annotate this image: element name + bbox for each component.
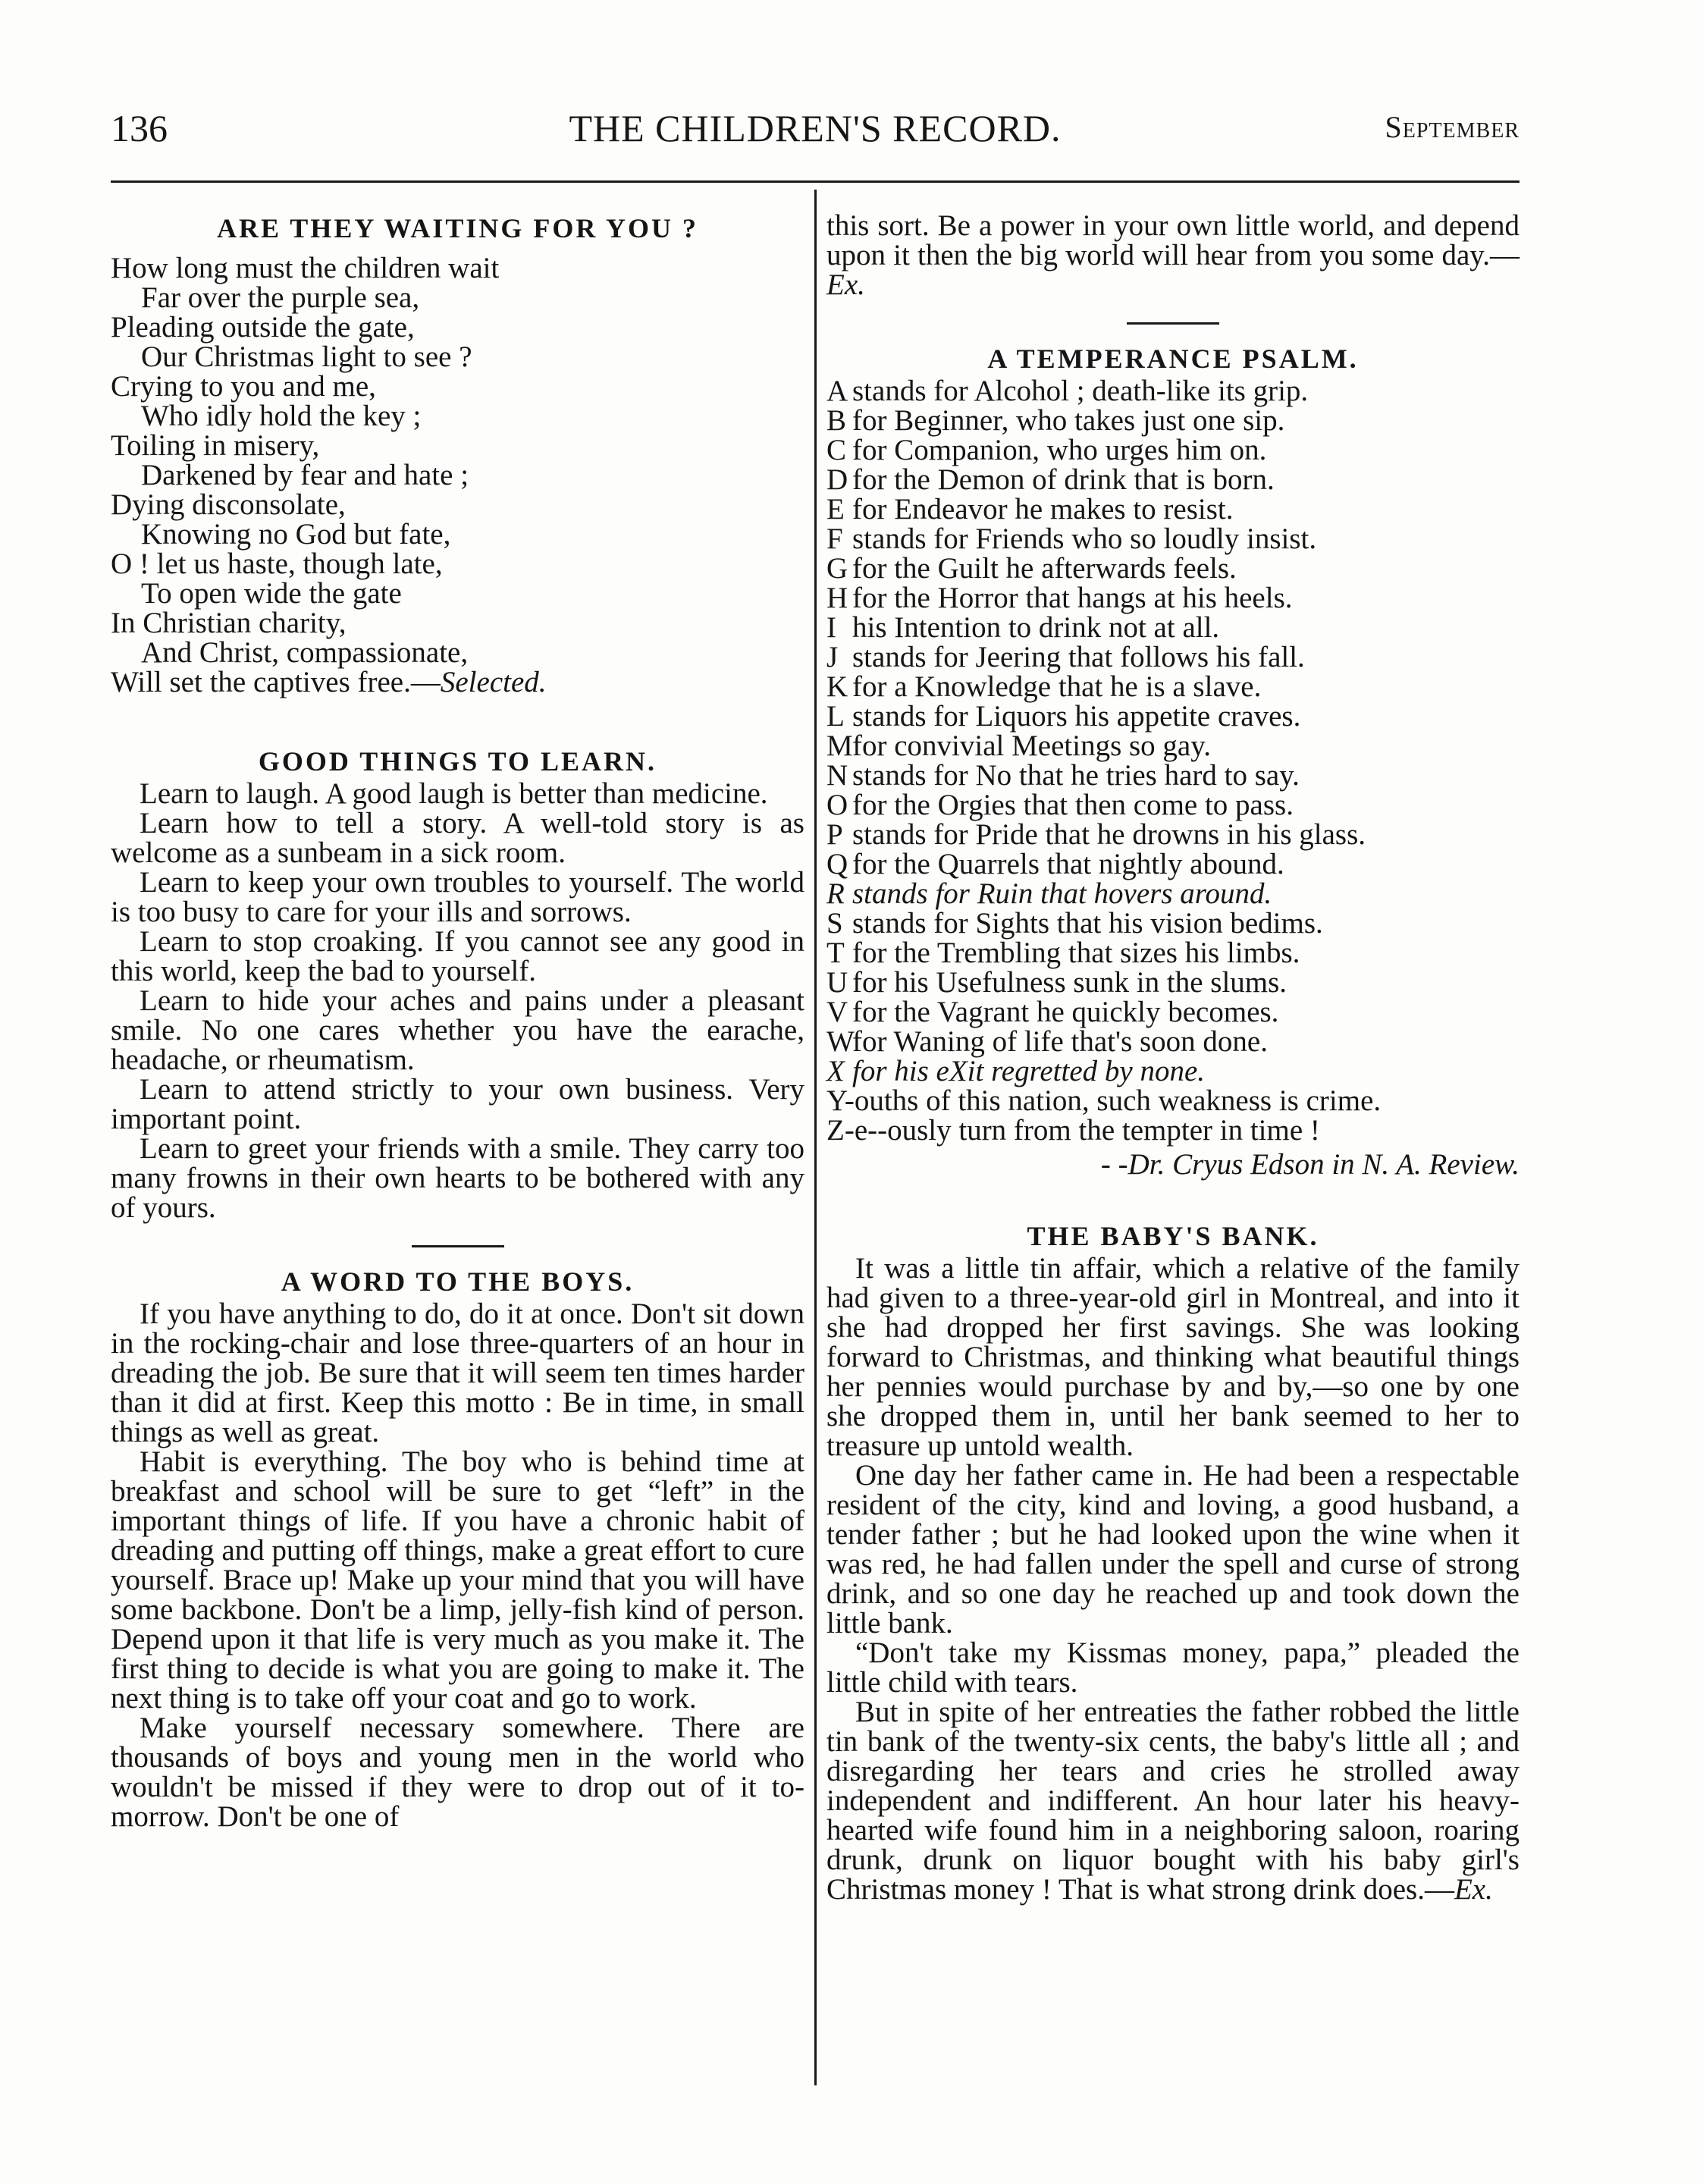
good-things-paragraph: Learn to greet your friends with a smile. They carry too many frowns in their own hearts to be bothered with any of yours. <box>111 1132 804 1224</box>
psalm-line <box>826 820 1520 849</box>
psalm-text: for the Trembling that sizes his limbs. <box>852 937 1300 969</box>
right-column <box>826 211 1520 1904</box>
word-to-boys-paragraph: If you have anything to do, do it at once. Don't sit down in the rocking-chair and lose three-quarters of an hour in dreading the job. Be sure that it will seem ten times harder than it did at first. Keep this motto : Be in time, in small things as well as great. <box>111 1298 804 1448</box>
psalm-letter: S <box>826 907 843 940</box>
psalm-line <box>826 908 1520 938</box>
word-to-boys-paragraph: Make yourself necessary somewhere. There are thousands of boys and young men in the world who wouldn't be missed if they were to drop out of it to-morrow. Don't be one of <box>111 1712 804 1833</box>
poem-line: In Christian charity, <box>111 607 347 639</box>
psalm-line <box>826 879 1520 908</box>
psalm-letter: Z <box>826 1114 845 1147</box>
psalm-text: -e--ously turn from the tempter in time ! <box>844 1114 1320 1147</box>
psalm-lines <box>826 376 1520 1145</box>
poem-lines <box>111 253 804 697</box>
psalm-letter: T <box>826 937 845 969</box>
babys-bank-attribution: Ex. <box>1454 1873 1493 1906</box>
babys-bank-section <box>826 1219 1520 1904</box>
psalm-letter: G <box>826 552 848 585</box>
psalm-text: for the Demon of drink that is born. <box>852 463 1275 496</box>
babys-bank-paragraph: It was a little tin affair, which a relative of the family had given to a three-year-old girl in Montreal, and into it she had dropped her first savings. She was looking forward to Christmas, and thinking what beautiful things her pennies would purchase by and by,—so one by one she dropped them in, until her bank seemed to her to treasure up untold wealth. <box>826 1252 1520 1462</box>
good-things-title: GOOD THINGS TO LEARN. <box>258 746 657 777</box>
psalm-line <box>826 613 1520 642</box>
psalm-letter: F <box>826 522 843 555</box>
psalm-line <box>826 494 1520 524</box>
poem-line: Dying disconsolate, <box>111 488 346 521</box>
psalm-line <box>826 701 1520 731</box>
psalm-line <box>826 672 1520 701</box>
good-things-paragraph: Learn to keep your own troubles to yourself. The world is too busy to care for your ills and sorrows. <box>111 866 804 928</box>
poem-line: Toiling in misery, <box>111 429 320 462</box>
psalm-line <box>826 1027 1520 1056</box>
left-column <box>111 211 804 1831</box>
psalm-line <box>826 761 1520 790</box>
section-rule <box>1127 322 1219 325</box>
psalm-text: for Beginner, who takes just one sip. <box>852 404 1285 437</box>
psalm-text: stands for Ruin that hovers around. <box>852 877 1272 910</box>
psalm-line <box>826 968 1520 997</box>
column-divider <box>814 190 817 2085</box>
poem-line-last <box>111 667 804 697</box>
good-things-section <box>111 744 804 1222</box>
psalm-letter: D <box>826 463 848 496</box>
psalm-text: for the Horror that hangs at his heels. <box>852 582 1293 614</box>
psalm-title: A TEMPERANCE PSALM. <box>987 344 1359 374</box>
babys-bank-paragraph: “Don't take my Kissmas money, papa,” pleaded the little child with tears. <box>826 1636 1520 1699</box>
psalm-text: -ouths of this nation, such weakness is crime. <box>844 1084 1382 1117</box>
psalm-section <box>826 341 1520 1179</box>
section-gap <box>826 1179 1520 1219</box>
psalm-line <box>826 376 1520 406</box>
poem-line: How long must the children wait <box>111 252 500 284</box>
issue-month: September <box>1385 110 1520 144</box>
psalm-line <box>826 554 1520 583</box>
page-number: 136 <box>111 107 168 149</box>
psalm-text: stands for Pride that he drowns in his glass. <box>852 818 1366 851</box>
psalm-text: stands for Liquors his appetite craves. <box>852 700 1301 733</box>
good-things-paragraph: Learn to hide your aches and pains under a pleasant smile. No one cares whether you have the earache, headache, or rheumatism. <box>111 984 804 1076</box>
psalm-letter: M <box>826 730 853 762</box>
psalm-text: for the Vagrant he quickly becomes. <box>852 996 1279 1028</box>
psalm-text: for convivial Meetings so gay. <box>852 730 1211 762</box>
poem-line: Pleading outside the gate, <box>111 311 415 344</box>
psalm-text: stands for Alcohol ; death-like its grip. <box>852 375 1309 407</box>
psalm-letter: P <box>826 818 843 851</box>
psalm-letter: E <box>826 493 845 526</box>
psalm-letter: W <box>826 1025 855 1058</box>
psalm-text: his Intention to drink not at all. <box>852 611 1220 644</box>
poem-title: ARE THEY WAITING FOR YOU ? <box>216 213 699 243</box>
babys-bank-paragraph: One day her father came in. He had been a respectable resident of the city, kind and loving, a good husband, a tender father ; but he had looked upon the wine when it was red, he had fallen under the spell and curse of strong drink, and so one day he reached up and took down the little bank. <box>826 1459 1520 1640</box>
poem-attribution: Selected. <box>440 666 547 698</box>
psalm-text: for the Guilt he afterwards feels. <box>852 552 1237 585</box>
psalm-line <box>826 524 1520 554</box>
poem-line: To open wide the gate <box>141 577 402 610</box>
psalm-text: for Waning of life that's soon done. <box>852 1025 1268 1058</box>
psalm-line <box>826 406 1520 435</box>
psalm-letter: J <box>826 641 839 673</box>
babys-bank-title: THE BABY'S BANK. <box>1027 1221 1319 1251</box>
psalm-text: for the Orgies that then come to pass. <box>852 789 1294 821</box>
section-rule <box>412 1245 504 1247</box>
psalm-letter: Q <box>826 848 848 880</box>
continuation-attribution: Ex. <box>826 268 865 301</box>
psalm-letter: O <box>826 789 848 821</box>
psalm-letter: R <box>826 877 845 910</box>
psalm-line <box>826 1116 1520 1145</box>
good-things-paragraph: Learn to attend strictly to your own business. Very important point. <box>111 1073 804 1135</box>
poem-line: Knowing no God but fate, <box>141 518 451 551</box>
psalm-text: for Endeavor he makes to resist. <box>852 493 1234 526</box>
psalm-line <box>826 849 1520 879</box>
poem-section <box>111 211 804 697</box>
psalm-line <box>826 731 1520 761</box>
continuation-paragraph <box>826 211 1520 300</box>
babys-bank-paragraph: But in spite of her entreaties the father robbed the little tin bank of the twenty-six cents, the baby's little all ; and disregarding her tears and cries he strolled away independent and indifferent. An hour later his heavy-hearted wife found him in a neighboring saloon, roaring drunk, drunk on liquor bought with his baby girl's Christmas money ! That is what strong drink does.— <box>826 1696 1520 1906</box>
psalm-text: stands for No that he tries hard to say. <box>852 759 1300 792</box>
word-to-boys-section <box>111 1264 804 1831</box>
good-things-paragraph: Learn to laugh. A good laugh is better than medicine. <box>140 777 768 810</box>
psalm-letter: V <box>826 996 848 1028</box>
psalm-text: for the Quarrels that nightly abound. <box>852 848 1284 880</box>
section-gap <box>111 697 804 744</box>
poem-line: Our Christmas light to see ? <box>141 340 472 373</box>
continuation-text: this sort. Be a power in your own little world, and depend upon it then the big world will hear from you some day.— <box>826 209 1520 271</box>
poem-line: Who idly hold the key ; <box>141 400 422 432</box>
psalm-letter: H <box>826 582 848 614</box>
continuation-section <box>826 211 1520 300</box>
psalm-line <box>826 938 1520 968</box>
psalm-letter: B <box>826 404 847 437</box>
psalm-line <box>826 997 1520 1027</box>
psalm-letter: C <box>826 434 847 466</box>
publication-title: THE CHILDREN'S RECORD. <box>569 107 1062 149</box>
poem-line: Will set the captives free.— <box>111 666 441 698</box>
psalm-letter: X <box>826 1055 845 1087</box>
psalm-line <box>826 465 1520 494</box>
psalm-line <box>826 790 1520 820</box>
psalm-line <box>826 1056 1520 1086</box>
psalm-letter: I <box>826 611 836 644</box>
psalm-letter: U <box>826 966 848 999</box>
good-things-paragraph: Learn how to tell a story. A well-told story is as welcome as a sunbeam in a sick room. <box>111 807 804 869</box>
psalm-line <box>826 583 1520 613</box>
good-things-paragraph: Learn to stop croaking. If you cannot see any good in this world, keep the bad to yourself. <box>111 925 804 987</box>
poem-line: Far over the purple sea, <box>141 281 420 314</box>
page-header <box>111 106 1520 159</box>
poem-line: Darkened by fear and hate ; <box>141 459 469 491</box>
psalm-text: for his Usefulness sunk in the slums. <box>852 966 1287 999</box>
psalm-line <box>826 642 1520 672</box>
babys-bank-paragraph-last <box>826 1697 1520 1904</box>
psalm-text: stands for Friends who so loudly insist. <box>852 522 1317 555</box>
psalm-letter: A <box>826 375 848 407</box>
word-to-boys-title: A WORD TO THE BOYS. <box>281 1266 635 1297</box>
psalm-letter: L <box>826 700 845 733</box>
poem-line: O ! let us haste, though late, <box>111 548 443 580</box>
psalm-text: for his eXit regretted by none. <box>852 1055 1206 1087</box>
psalm-text: stands for Jeering that follows his fall. <box>852 641 1305 673</box>
psalm-line <box>826 1086 1520 1116</box>
word-to-boys-paragraph: Habit is everything. The boy who is behind time at breakfast and school will be sure to get “left” in the important things of life. If you have a chronic habit of dreading and putting off things, make a great effort to cure yourself. Brace up! Make up your mind that you will have some backbone. Don't be a limp, jelly-fish kind of person. Depend upon it that life is very much as you make it. The first thing to decide is what you are going to make it. The next thing is to take off your coat and go to work. <box>111 1445 804 1715</box>
psalm-text: for Companion, who urges him on. <box>852 434 1267 466</box>
header-rule <box>111 180 1520 183</box>
psalm-text: stands for Sights that his vision bedims. <box>852 907 1323 940</box>
psalm-line <box>826 435 1520 465</box>
psalm-letter: Y <box>826 1084 845 1117</box>
psalm-letter: K <box>826 670 848 703</box>
poem-line: Crying to you and me, <box>111 370 376 403</box>
psalm-attribution: - -Dr. Cryus Edson in N. A. Review. <box>1100 1148 1520 1181</box>
poem-line: And Christ, compassionate, <box>141 636 469 669</box>
psalm-letter: N <box>826 759 848 792</box>
psalm-text: for a Knowledge that he is a slave. <box>852 670 1262 703</box>
